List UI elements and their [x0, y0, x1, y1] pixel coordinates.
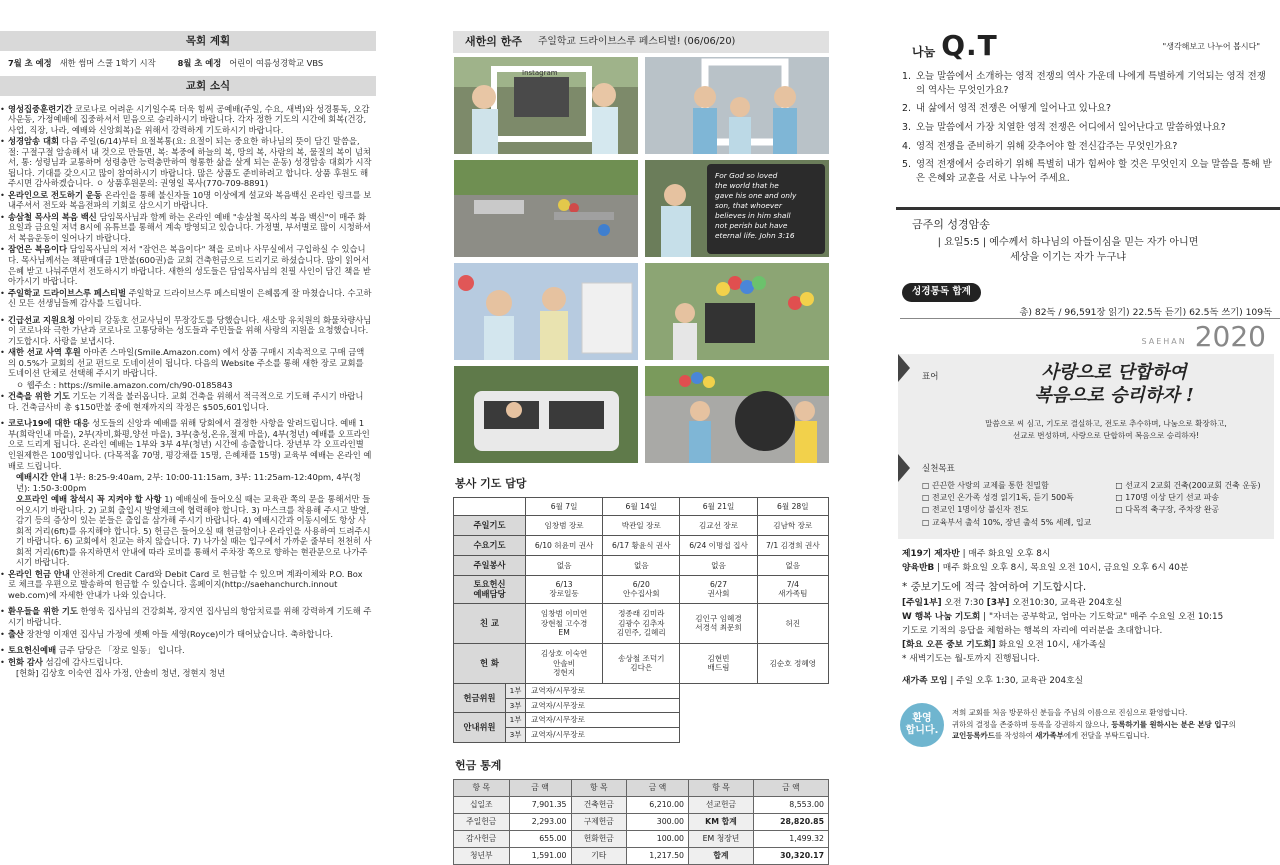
news-item: ㅇ 웹주소 : https://smile.amazon.com/ch/90-0185843 [16, 379, 233, 390]
service-row [454, 575, 829, 603]
bullet-icon: • [0, 287, 5, 298]
motto-label: 표어 [922, 372, 939, 383]
qt-question-text: 영적 전쟁에서 승리하기 위해 특별히 내가 힘써야 할 것은 무엇인지 오늘 말씀을 통해 받은 은혜와 교훈을 서로 나누어 주세요. [916, 159, 1272, 184]
service-cell: 김인구 임혜경 서경석 최문희 [680, 603, 757, 643]
service-cell: 김남학 장로 [757, 515, 828, 535]
service-cell: 없음 [757, 555, 828, 575]
offering-cell: 655.00 [509, 830, 571, 847]
prayer-list [902, 596, 1272, 666]
offering-head-cell: 항 목 [454, 779, 510, 796]
usher-service: 3부 [506, 727, 526, 742]
offering-cell: 합계 [689, 847, 754, 864]
usher-row [454, 713, 829, 728]
service-title: 봉사 기도 담당 [455, 477, 527, 490]
bullet-icon: • [0, 391, 5, 402]
usher-service: 3부 [506, 698, 526, 713]
news-list [0, 96, 376, 679]
offering-cell: 감사헌금 [454, 830, 510, 847]
service-cell: 임창범 장로 [526, 515, 603, 535]
news-item: • 새한 선교 사역 후원 아마존 스마일(Smile.Amazon.com) 에서 상품 구매시 지속적으로 구매 금액의 0.5%가 교회의 선교 펀드로 도네이션이 됩니다. 다음의 Website 주소를 통해 새한 장로 교회를 도네이션 단체로 선택해 주시기 바랍니다. [0, 347, 365, 379]
welcome-block [900, 703, 1280, 747]
offering-cell: 8,553.00 [753, 796, 828, 813]
service-header-row [454, 497, 829, 515]
news-item: • 온라인 헌금 안내 안전하게 Credit Card와 Debit Card 로 헌금할 수 있으며 계좌이체와 P.O. Box 로 체크를 우편으로 발송하여 헌금할 수 있습니다. 홈페이지(http://saehanchurch.innout web.com)에 자세한 안내가 나와 있습니다. [0, 568, 363, 600]
qt-number: 2. [902, 103, 911, 115]
left-column [0, 0, 376, 842]
offering-cell: 건축헌금 [571, 796, 627, 813]
photo-instagram-frame [454, 57, 638, 154]
offering-head-cell: 금 액 [627, 779, 689, 796]
offering-cell: 1,217.50 [627, 847, 689, 864]
middle-column [453, 0, 831, 860]
week-title: 새한의 한주 [465, 35, 522, 49]
plan-item: 7월 초 예정 새한 썸머 스쿨 1학기 시작 [8, 58, 156, 68]
qt-question [902, 70, 1272, 97]
qt-number: 1. [902, 71, 911, 82]
right-column [896, 0, 1280, 842]
service-cell: 허진 [757, 603, 828, 643]
news-item: • 주일학교 드라이브스루 페스티벌 주일학교 드라이브스루 페스티벌이 은혜롭게 잘 마쳤습니다. 수고하신 모든 선생님들께 감사를 드립니다. [0, 287, 372, 309]
news-item: • 건축을 위한 기도 기도는 기적을 불러옵니다. 교회 건축을 위해서 적극적으로 기도해 주시기 바랍니다. 건축금사비 총 $150만불 중에 현재까지의 작정은 $505,601입니다. [0, 391, 364, 412]
qt-question [902, 140, 1272, 154]
qt-question-text: 오늘 말씀에서 가장 치열한 영적 전쟁은 어디에서 일어난다고 말씀하였나요? [916, 121, 1226, 133]
goal-item: □ 다목적 축구장, 주차장 완공 [1115, 505, 1220, 515]
verse-section [896, 207, 1280, 265]
photo-parking-lot [454, 160, 638, 257]
photo-dragon-booth [645, 366, 829, 463]
goal-item: □ 전교인 1명이상 불신자 전도 [922, 505, 1029, 515]
qt-question-text: 영적 전쟁을 준비하기 위해 갖추어야 할 전신갑주는 무엇인가요? [916, 140, 1178, 152]
service-date: 6월 28일 [757, 497, 828, 515]
service-cell: 김교선 장로 [680, 515, 757, 535]
offering-head-cell: 항 목 [571, 779, 627, 796]
offering-row [454, 813, 829, 830]
service-cell: 7/4 새가족팀 [757, 575, 828, 603]
svg-text:eternal life. John 3:16: eternal life. John 3:16 [715, 231, 795, 240]
usher-value: 교역자/시무장로 [526, 727, 680, 742]
offering-cell: 100.00 [627, 830, 689, 847]
service-row [454, 515, 829, 535]
offering-cell: 7,901.35 [509, 796, 571, 813]
offering-cell: 청년부 [454, 847, 510, 864]
bullet-icon: • [0, 136, 5, 147]
news-item: • 토요헌신예배 금주 담당은 「장로 일동」 입니다. [0, 645, 185, 656]
service-cell: 7/1 김경희 권사 [757, 535, 828, 555]
tag-arrow-icon [898, 454, 910, 482]
goals-box [898, 454, 1274, 539]
usher-label: 안내위원 [454, 713, 506, 742]
qt-number: 3. [902, 121, 911, 133]
news-item: 오프라인 예배 참석시 꼭 지켜야 할 사항 1) 예배실에 들어오실 때는 교육관 쪽의 문을 통해서만 들어오시기 바랍니다. 2) 교회 출입시 발열체크에 협력해야 합니다. 3) 마스크를 착용해 주시고 발열, 감기 등의 증상이 있는 분들은 출입을 삼가해 주시기 바랍니다. 4) 예배시간과 이동시에도 항상 사회적 거리(6ft)를 유지해야 합니다. 5) 헌금은 들어오실 때 헌금함이나 온라인을 사용하여 드려주시기 바랍니다. 6) 교회에서 친교는 하지 않습니다. 7) 나가실 때는 입구에서 가까운 줄부터 천천히 사회적 거리(6ft)를 유지하면서 안내에 따라 로비를 통해서 주차장 쪽으로 향하는 현관문으로 나가주시기 바랍니다. [16, 494, 372, 568]
schedule-item: 양육반B | 매주 화요일 오후 8시, 목요일 오전 10시, 금요일 오후 6시 40분 [902, 563, 1189, 574]
motto-sub-line: 말씀으로 씨 심고, 기도로 결실하고, 전도로 추수하며, 나눔으로 확장하고, [985, 419, 1227, 429]
service-cell: 박관일 장로 [603, 515, 680, 535]
goals-title: 실천목표 [922, 464, 955, 475]
service-date: 6월 14일 [603, 497, 680, 515]
welcome-line: 교인등록카드를 작성하여 새가족부에게 전달을 부탁드립니다. [952, 731, 1150, 741]
offering-cell: 6,210.00 [627, 796, 689, 813]
bullet-icon: • [0, 103, 5, 114]
bible-reading-badge: 성경통독 합계 [902, 283, 981, 301]
offering-cell: 300.00 [627, 813, 689, 830]
week-subtitle: 주일학교 드라이브스루 페스티벌! (06/06/20) [537, 35, 736, 47]
service-cell: 김상호 이숙연 안솔비 정현지 [526, 643, 603, 683]
svg-text:Instagram: Instagram [522, 69, 558, 77]
offering-cell: KM 합계 [689, 813, 754, 830]
qt-question [902, 158, 1272, 185]
welcome-line: 귀하의 결정을 존중하며 등록을 강권하지 않으나, 등록하기를 원하시는 분은 본당 입구의 [952, 719, 1236, 729]
plan-title: 목회 계획 [0, 31, 376, 51]
offering-head-cell: 금 액 [509, 779, 571, 796]
news-item: • 긴급선교 지원요청 아이티 강동호 선교사님이 무장강도를 당했습니다. 새소망 유치원의 화물차량사님이 코로나와 극한 가난과 코로나로 고통당하는 성도들과 주민들을 위해 사랑의 지원을 요청했습니다. 기도합시다. 사랑을 보냅시다. [0, 314, 372, 346]
service-cell: 없음 [680, 555, 757, 575]
offering-cell: 1,499.32 [753, 830, 828, 847]
service-cell: 6/24 이명섭 집사 [680, 535, 757, 555]
offering-table [453, 779, 829, 865]
verse-line: | 요일5:5 | 예수께서 하나님의 아들이심을 믿는 자가 아니면 [937, 237, 1199, 249]
news-item: • 잠언은 복음이다 담임목사님의 저서 "잠언은 복음이다" 책을 로비나 사무실에서 구입하실 수 있습니다. 목사님께서는 책판매대금 1만불(600권)을 교회 건축헌금으로 드리기로 하셨습니다. 많이 읽어서 은혜 받고 나눠주면서 전도하시기 바랍니다. 새한의 성도들은 담임목사님의 친필 사인이 담긴 책을 받아가시기 바랍니다. [0, 244, 371, 287]
photo-grid [453, 53, 831, 463]
qt-question [902, 121, 1272, 135]
qt-caption: "생각해보고 나누어 봅시다" [1162, 41, 1260, 51]
plan-list [0, 51, 376, 76]
service-cell: 없음 [603, 555, 680, 575]
news-item: • 영성집중훈련기간 코로나로 어려운 시기일수록 더욱 힘써 공예배(주일, 수요, 새벽)와 성경통독, 오감사운동, 가정예배에 집중하셔서 믿음으로 승리하시기 바랍니다. 각자 정한 기도의 시간에 회복(건강, 사업, 직장, 나라, 예배와 신앙회복)을 위해서 강력하게 기도하시기 바랍니다. [0, 103, 370, 135]
svg-text:believes in him shall: believes in him shall [715, 211, 791, 220]
offering-cell: 십일조 [454, 796, 510, 813]
service-row-label: 주일봉사 [454, 555, 526, 575]
welcome-text [952, 707, 1236, 743]
qt-question-list [896, 60, 1280, 185]
news-item: 예배시간 안내 1부: 8:25-9:40am, 2부: 10:00-11:15am, 3부: 11:25am-12:40pm, 4부(청년): 1:50-3:00pm [16, 472, 361, 493]
usher-row [454, 727, 829, 742]
year-mark [896, 319, 1280, 354]
prayer-item: * 새벽기도는 월-토까지 진행됩니다. [902, 654, 1040, 665]
offering-cell: 주일헌금 [454, 813, 510, 830]
prayer-item: [화요 오픈 중보 기도회] 화요일 오전 10시, 새가족실 [902, 640, 1106, 651]
news-item: • 송삼철 목사의 복음 백신 담임목사님과 함께 하는 온라인 예배 "송삼철 목사의 복음 백신"이 매주 화요일과 금요일 저녁 8시에 유튜브를 통해서 계속 방영되고 있습니다. 가정별, 부서별로 많이 시청하셔서 복음운동이 일어나기 바랍니다. [0, 211, 371, 243]
goal-item: □ 선교지 2교회 건축(200교회 건축 운동) [1115, 480, 1261, 490]
offering-cell: 30,320.17 [753, 847, 828, 864]
goal-item: □ 전교인 온가족 성경 읽기1독, 듣기 500독 [922, 493, 1074, 503]
svg-text:not perish but have: not perish but have [715, 221, 788, 230]
offering-cell: EM 청장년 [689, 830, 754, 847]
service-row [454, 555, 829, 575]
service-date: 6월 7일 [526, 497, 603, 515]
service-cell: 6/27 권사회 [680, 575, 757, 603]
service-row-label: 토요헌신 예배담당 [454, 575, 526, 603]
news-item: • 환우들을 위한 기도 한영욱 집사님의 건강회복, 장지연 집사님의 항암치료를 위해 강력하게 기도해 주시기 바랍니다. [0, 606, 372, 627]
qt-label: 나눔 [912, 44, 936, 59]
goals-right [1115, 480, 1260, 529]
service-cell: 송상철 조덕기 김다은 [603, 643, 680, 683]
news-item: • 코로나19에 대한 대응 성도들의 신앙과 예배를 위해 당회에서 결정한 사항을 알려드립니다. 예배 1부(희락인내 마을), 2부(자비,화평,양선 마을), 3부(충성,온유,절제 마을), 4부(청년) 예배를 오프라인으로 드리게 됩니다. 온라인 예배는 1부와 3부 4부(청년) 시간에 송출합니다. 장년부 각 오프라인별 인원제한은 100명입니다. (다목적홀 70명, 평강채플 15명, 은혜채플 15명) 교육부 예배는 온라인 예배로 드립니다. [0, 418, 372, 471]
service-cell: 6/10 허윤미 권사 [526, 535, 603, 555]
svg-text:gave his one and only: gave his one and only [715, 191, 797, 200]
qt-number: 5. [902, 159, 911, 171]
welcome-line: 저희 교회를 처음 방문하신 분들을 주님의 이름으로 진심으로 환영합니다. [952, 707, 1188, 717]
usher-empty [680, 698, 829, 713]
offering-cell: 헌화헌금 [571, 830, 627, 847]
plan-item: 8월 초 예정 어린이 여름성경학교 VBS [177, 58, 324, 68]
service-cell: 김현빈 배드림 [680, 643, 757, 683]
goal-item: □ 170명 이상 단기 선교 파송 [1115, 493, 1219, 503]
usher-service: 1부 [506, 713, 526, 728]
bullet-icon: • [0, 189, 5, 200]
usher-empty [680, 683, 829, 698]
qt-question-text: 오늘 말씀에서 소개하는 영적 전쟁의 역사 가운데 나에게 특별하게 기억되는 영적 전쟁의 역사는 무엇인가요? [916, 71, 1266, 96]
service-row-label: 친 교 [454, 603, 526, 643]
news-item: • 출산 장찬영 이재연 집사님 가정에 셋째 아들 세영(Royce)이가 태어났습니다. 축하합니다. [0, 628, 334, 639]
service-cell: 6/17 황윤식 권사 [603, 535, 680, 555]
service-row-label: 헌 화 [454, 643, 526, 683]
verse-line: 세상을 이기는 자가 누구냐 [1010, 251, 1126, 263]
welcome-badge: 환영 합니다. [900, 703, 944, 747]
news-title: 교회 소식 [0, 76, 376, 96]
usher-service: 1부 [506, 683, 526, 698]
offering-head-cell: 금 액 [753, 779, 828, 796]
offering-cell: 선교헌금 [689, 796, 754, 813]
usher-empty [680, 727, 829, 742]
photo-balloons [645, 263, 829, 360]
usher-value: 교역자/시무장로 [526, 683, 680, 698]
bullet-icon: • [0, 244, 5, 255]
service-row [454, 603, 829, 643]
svg-text:son, that whoever: son, that whoever [715, 201, 782, 210]
service-table [453, 497, 829, 743]
verse-title: 금주의 성경암송 [912, 218, 990, 232]
usher-label: 헌금위원 [454, 683, 506, 712]
usher-empty [680, 713, 829, 728]
service-row-label: 주일기도 [454, 515, 526, 535]
offering-cell: 2,293.00 [509, 813, 571, 830]
service-cell: 정종래 김미라 김광수 김추자 김민주, 길혜리 [603, 603, 680, 643]
news-item: • 성경암송 대회 다음 주일(6/14)부터 요절복통(요: 요절이 되는 중요한 하나님의 뜻이 담긴 말씀을, 절: 구절구절 암송해서 내 것으로 만들면, 복: 복중에 하늘의 복, 땅의 복, 사람의 복, 물질의 복이 넘쳐서, 통: 성령님과 교통하며 성령충만 능력충만하여 형통한 삶을 살게 되는 운동) 성경암송 대회가 시작됩니다. 기대를 갖으시고 많이 참여하시기 바랍니다. 많은 상품도 준비하려고 합니다. 상품 후원도 해 주시면 감사하겠습니다. ㅇ 상품후원문의: 권영일 목사(770-709-8891) [0, 136, 372, 189]
photo-crown-kids [454, 263, 638, 360]
svg-text:the world that he: the world that he [715, 181, 779, 190]
service-cell: 없음 [526, 555, 603, 575]
service-cell: 임창범 이미연 장현철 고수경 EM [526, 603, 603, 643]
service-row [454, 535, 829, 555]
service-row [454, 643, 829, 683]
prayer-item: W 행복 나눔 기도회 | "자녀는 공부학교, 엄마는 기도학교" 매주 수요일 오전 10:15 [902, 612, 1224, 623]
service-cell: 6/20 안수집사회 [603, 575, 680, 603]
qt-question-text: 내 삶에서 영적 전쟁은 어떻게 일어나고 있나요? [916, 103, 1111, 115]
offering-head-cell: 항 목 [689, 779, 754, 796]
qt-number: 4. [902, 140, 911, 152]
news-item: [헌화] 김상호 이숙연 집사 가정, 안솔비 청년, 정현지 청년 [16, 668, 226, 679]
bullet-icon: • [0, 211, 5, 222]
bullet-icon: • [0, 645, 5, 656]
bullet-icon: • [0, 656, 5, 667]
usher-value: 교역자/시무장로 [526, 713, 680, 728]
service-cell: 김순호 정혜영 [757, 643, 828, 683]
motto-sub-line: 선교로 번성하며, 사랑으로 단합하여 복음으로 승리하자! [1012, 430, 1200, 440]
photo-van [454, 366, 638, 463]
prayer-heading: * 중보기도에 적극 참여하여 기도합시다. [902, 581, 1087, 594]
offering-row [454, 830, 829, 847]
bullet-icon: • [0, 568, 5, 579]
goal-item: □ 교육부서 출석 10%, 장년 출석 5% 세례, 입교 [922, 517, 1092, 527]
schedule-item: 제19기 제자반 | 매주 화요일 오후 8시 [902, 549, 1051, 560]
bullet-icon: • [0, 628, 5, 639]
qt-header [896, 26, 1280, 60]
news-item: • 온라인으로 전도하기 운동 온라인을 통해 불신자들 10명 이상에게 설교와 복음백신 온라인 링크를 보내주셔서 전도와 복음전파의 기회로 삼으시기 바랍니다. [0, 189, 372, 211]
verse-text [896, 236, 1280, 265]
motto-line: 사랑으로 단합하여 [1041, 362, 1187, 384]
motto-line: 복음으로 승리하자 ! [1034, 384, 1194, 406]
offering-cell: 28,820.85 [753, 813, 828, 830]
offering-title: 헌금 통계 [455, 758, 502, 772]
bullet-icon: • [0, 314, 5, 325]
bullet-icon: • [0, 606, 5, 617]
year-number: 2020 [1194, 320, 1266, 354]
year-brand: SAEHAN [1141, 337, 1187, 347]
offering-cell: 구제헌금 [571, 813, 627, 830]
motto-title [1024, 362, 1204, 407]
bible-reading-total: 총) 82독 / 96,591장 읽기) 22.5독 듣기) 62.5독 쓰기) 109독 [900, 302, 1280, 320]
service-row-label: 수요기도 [454, 535, 526, 555]
goal-item: □ 끈끈한 사랑의 교제를 통한 친밀함 [922, 480, 1049, 490]
service-corner [454, 497, 526, 515]
motto-subtitle [958, 418, 1254, 441]
bullet-icon: • [0, 418, 5, 429]
photo-frame-kids [645, 57, 829, 154]
qt-question [902, 102, 1272, 116]
motto-banner [898, 354, 1274, 454]
offering-row [454, 796, 829, 813]
offering-cell: 기타 [571, 847, 627, 864]
week-header [453, 31, 829, 53]
new-family-meeting: 새가족 모임 | 주일 오후 1:30, 교육관 204호실 [902, 676, 1084, 687]
photo-verse-sign [645, 160, 829, 257]
usher-row [454, 683, 829, 698]
schedule [896, 539, 1280, 688]
svg-text:For God so loved: For God so loved [715, 171, 778, 180]
offering-row [454, 847, 829, 864]
qt-title: Q.T [941, 29, 998, 62]
offering-header-row [454, 779, 829, 796]
prayer-item: [주일1부] 오전 7:30 [3부] 오전10:30, 교육관 204호실 [902, 598, 1123, 609]
usher-row [454, 698, 829, 713]
service-date: 6월 21일 [680, 497, 757, 515]
prayer-item: 기도로 기적의 응답을 체험하는 행복의 자리에 여러분을 초대합니다. [902, 626, 1163, 637]
bullet-icon: • [0, 347, 5, 358]
offering-cell: 1,591.00 [509, 847, 571, 864]
news-item: • 헌화 감사 섬김에 감사드립니다. [0, 656, 124, 667]
tag-arrow-icon [898, 354, 910, 382]
goals-grid [922, 480, 1274, 529]
usher-value: 교역자/시무장로 [526, 698, 680, 713]
service-cell: 6/13 장로일동 [526, 575, 603, 603]
goals-left [922, 480, 1091, 529]
